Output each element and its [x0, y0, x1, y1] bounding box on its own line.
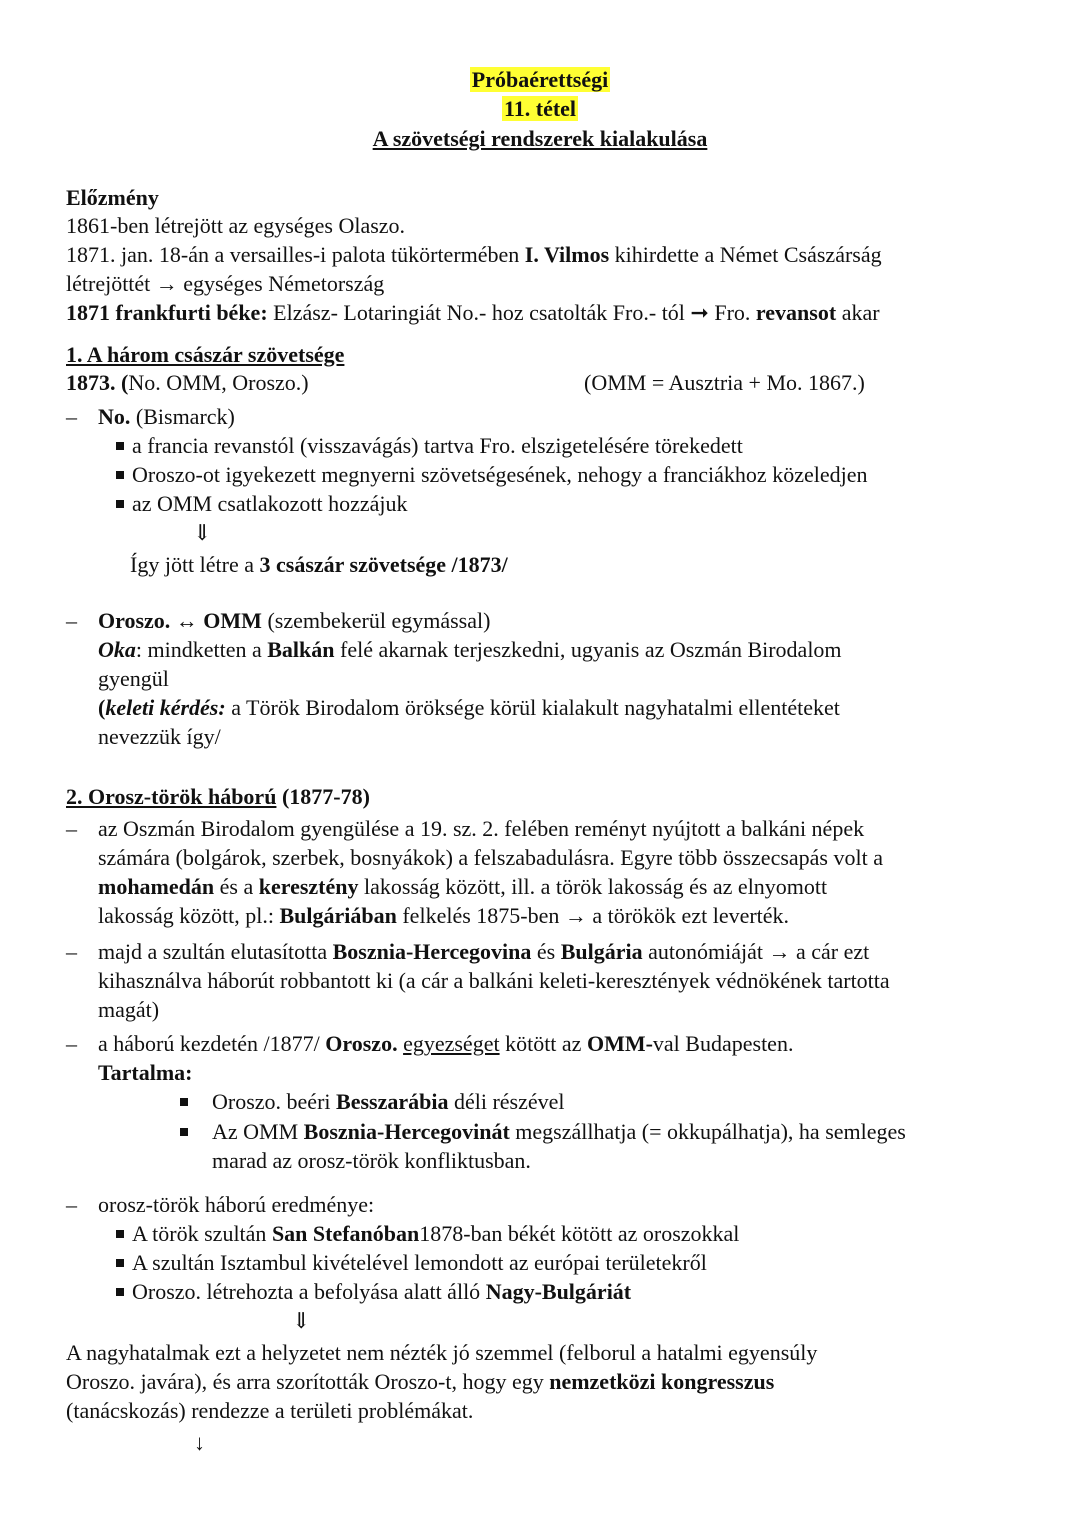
section-2-heading: 2. Orosz-török háború (1877-78)	[66, 784, 370, 809]
list-item: Oroszo. beéri Besszarábia déli részével	[180, 1088, 565, 1116]
paragraph-line: a háború kezdetén /1877/ Oroszo. egyezséget kötött az OMM-val Budapesten.	[98, 1031, 794, 1056]
tartalma-label: Tartalma:	[98, 1060, 193, 1085]
dash-bullet: –	[66, 1192, 77, 1217]
doc-number: 11. tétel	[503, 96, 577, 121]
no-bismarck: No. (Bismarck)	[98, 404, 235, 429]
paragraph-line: lakosság között, pl.: Bulgáriában felkelés 1875-ben → a törökök ezt leverték.	[98, 903, 790, 928]
paragraph-line: számára (bolgárok, szerbek, bosnyákok) a felszabadulásra. Egyre több összecsapás volt a	[98, 845, 883, 870]
omm-note: (OMM = Ausztria + Mo. 1867.)	[584, 370, 865, 395]
conflict-line: Oroszo. ↔ OMM (szembekerül egymással)	[98, 608, 491, 633]
paragraph-line: az Oszmán Birodalom gyengülése a 19. sz. 2. felében reményt nyújtott a balkáni népek	[98, 816, 865, 841]
elozmeny-line: 1861-ben létrejött az egységes Olaszo.	[66, 213, 406, 238]
doc-label: Próbaérettségi	[471, 67, 609, 92]
down-arrow-icon: ⇓	[292, 1308, 311, 1333]
list-item-continuation: marad az orosz-török konfliktusban.	[212, 1148, 531, 1173]
bullet-icon	[116, 471, 124, 479]
paragraph-line: kihasználva háborút robbantott ki (a cár a balkáni keleti-keresztények védnökének tartotta	[98, 968, 890, 993]
list-item: a francia revanstól (visszavágás) tartva Fro. elszigetelésére törekedett	[116, 432, 743, 460]
down-arrow-icon: ↓	[194, 1430, 205, 1455]
paragraph-line: (tanácskozás) rendezze a területi problémákat.	[66, 1398, 474, 1423]
bullet-icon	[116, 1230, 124, 1238]
dash-bullet: –	[66, 1031, 77, 1056]
elozmeny-line: létrejöttét → egységes Németország	[66, 271, 385, 296]
dash-bullet: –	[66, 404, 77, 429]
oka-line: gyengül	[98, 666, 169, 691]
oka-line: Oka: mindketten a Balkán felé akarnak terjeszkedni, ugyanis az Oszmán Birodalom	[98, 637, 842, 662]
bullet-icon	[116, 1288, 124, 1296]
keleti-kerdes-line: (keleti kérdés: a Török Birodalom öröksége körül kialakult nagyhatalmi ellentéteket	[98, 695, 840, 720]
three-emperors-result: Így jött létre a 3 császár szövetsége /1873/	[130, 552, 508, 577]
list-item: A török szultán San Stefanóban1878-ban békét kötött az oroszokkal	[116, 1220, 739, 1248]
bullet-icon	[116, 1259, 124, 1267]
paragraph-line: orosz-török háború eredménye:	[98, 1192, 375, 1217]
paragraph-line: magát)	[98, 997, 160, 1022]
list-item: A szultán Isztambul kivételével lemondott az európai területekről	[116, 1249, 707, 1277]
section-1-members: 1873. (No. OMM, Oroszo.)	[66, 370, 309, 395]
dash-bullet: –	[66, 816, 77, 841]
paragraph-line: majd a szultán elutasította Bosznia-Hercegovina és Bulgária autonómiáját → a cár ezt	[98, 939, 870, 964]
dash-bullet: –	[66, 939, 77, 964]
keleti-kerdes-line: nevezzük így/	[98, 724, 221, 749]
down-arrow-icon: ⇓	[193, 520, 212, 545]
bullet-icon	[180, 1128, 188, 1136]
bullet-icon	[116, 500, 124, 508]
elozmeny-line: 1871. jan. 18-án a versailles-i palota tükörtermében I. Vilmos kihirdette a Német Császárság	[66, 242, 882, 267]
list-item: Az OMM Bosznia-Hercegovinát megszállhatja (= okkupálhatja), ha semleges	[180, 1118, 906, 1146]
paragraph-line: Oroszo. javára), és arra szorították Oroszo-t, hogy egy nemzetközi kongresszus	[66, 1369, 775, 1394]
bullet-icon	[116, 442, 124, 450]
paragraph-line: mohamedán és a keresztény lakosság között, ill. a török lakosság és az elnyomott	[98, 874, 828, 899]
section-1-heading: 1. A három császár szövetsége	[66, 342, 345, 367]
list-item: Oroszo-ot igyekezett megnyerni szövetségesének, nehogy a franciákhoz közeledjen	[116, 461, 867, 489]
elozmeny-heading: Előzmény	[66, 185, 159, 210]
paragraph-line: A nagyhatalmak ezt a helyzetet nem nézték jó szemmel (felborul a hatalmi egyensúly	[66, 1340, 818, 1365]
bullet-icon	[180, 1098, 188, 1106]
dash-bullet: –	[66, 608, 77, 633]
elozmeny-line: 1871 frankfurti béke: Elzász- Lotaringiát No.- hoz csatolták Fro.- tól ➞ Fro. revansot akar	[66, 300, 880, 325]
doc-title: A szövetségi rendszerek kialakulása	[372, 126, 708, 151]
list-item: Oroszo. létrehozta a befolyása alatt álló Nagy-Bulgáriát	[116, 1278, 631, 1306]
list-item: az OMM csatlakozott hozzájuk	[116, 490, 408, 518]
